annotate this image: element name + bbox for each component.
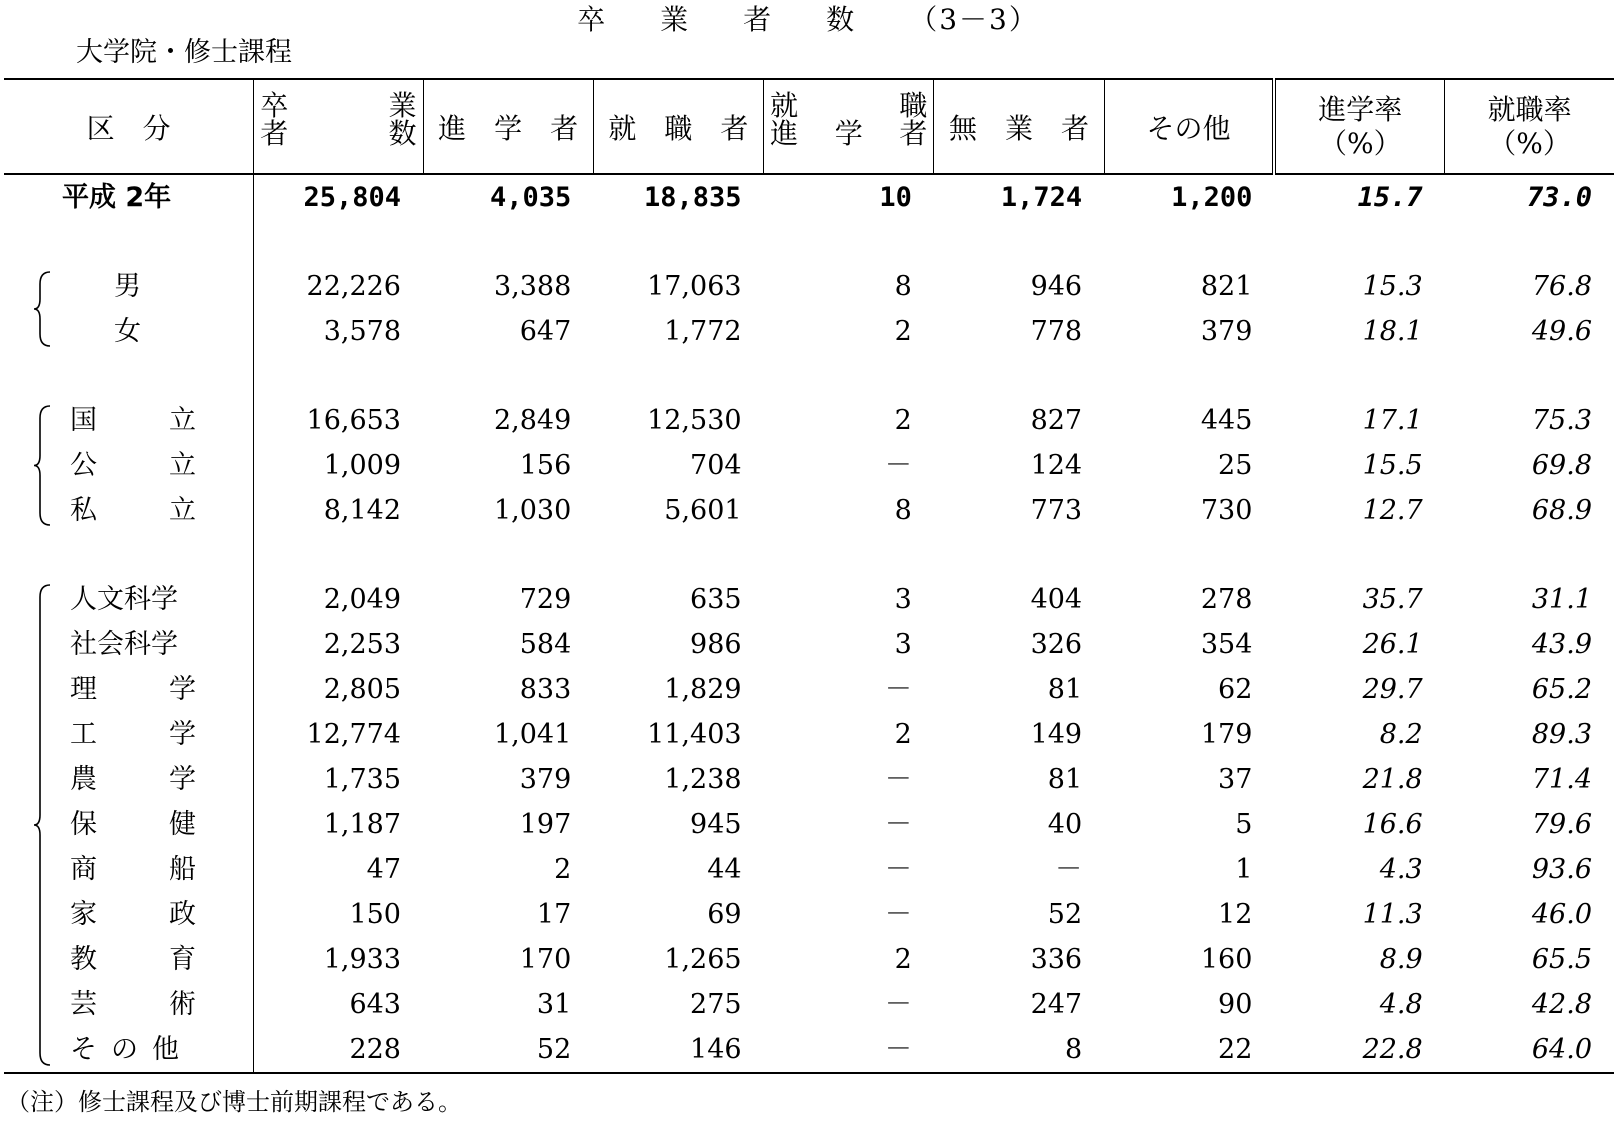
cell-graduates: 643 bbox=[349, 988, 401, 1020]
cell-unemployed: 1,724 bbox=[1000, 181, 1083, 213]
table-row bbox=[4, 847, 1614, 892]
header-row bbox=[4, 79, 1614, 174]
cell-other: 90 bbox=[1218, 988, 1253, 1020]
cell-employ-rate: 42.8 bbox=[1531, 988, 1592, 1020]
cell-employ-rate: 69.8 bbox=[1531, 449, 1592, 481]
header-unemployed: 無 業 者 bbox=[934, 79, 1104, 174]
cell-employ-advance: 3 bbox=[894, 628, 912, 660]
row-label: 理 学 bbox=[4, 667, 254, 712]
table-body bbox=[4, 174, 1614, 1073]
cell-graduates: 12,774 bbox=[306, 718, 401, 750]
table-row bbox=[4, 309, 1614, 354]
cell-advance: 4,035 bbox=[490, 181, 572, 213]
header-employ-advance: 就 職 進 学 者 bbox=[764, 79, 934, 174]
cell-graduates: 1,187 bbox=[323, 808, 401, 840]
cell-unemployed: 40 bbox=[1047, 808, 1083, 840]
cell-employ-rate: 93.6 bbox=[1531, 853, 1592, 885]
cell-other: 25 bbox=[1218, 449, 1253, 481]
header-other: その他 bbox=[1104, 79, 1274, 174]
cell-other: 445 bbox=[1200, 404, 1253, 436]
cell-employ-advance: － bbox=[884, 988, 912, 1020]
row-label: 公 立 bbox=[4, 443, 254, 488]
table-row bbox=[4, 892, 1614, 937]
cell-employ-rate: 65.5 bbox=[1531, 943, 1592, 975]
cell-other: 62 bbox=[1218, 673, 1253, 705]
cell-employ-rate: 79.6 bbox=[1531, 808, 1592, 840]
table-row bbox=[4, 622, 1614, 667]
row-label: 工 学 bbox=[4, 712, 254, 757]
cell-employ: 1,772 bbox=[664, 315, 742, 347]
cell-other: 37 bbox=[1218, 763, 1253, 795]
cell-advance: 1,041 bbox=[493, 718, 572, 750]
cell-employ-advance: 10 bbox=[879, 181, 912, 213]
cell-other: 160 bbox=[1200, 943, 1253, 975]
cell-advance: 584 bbox=[519, 628, 572, 660]
graduates-table bbox=[4, 78, 1614, 1074]
cell-employ-rate: 73.0 bbox=[1526, 181, 1592, 213]
cell-advance-rate: 26.1 bbox=[1362, 628, 1423, 660]
page-subtitle: 大学院・修士課程 bbox=[76, 37, 292, 68]
cell-employ: 11,403 bbox=[647, 718, 742, 750]
table-row bbox=[4, 443, 1614, 488]
table-row bbox=[4, 1027, 1614, 1073]
cell-advance-rate: 22.8 bbox=[1274, 1027, 1444, 1073]
cell-unemployed: 946 bbox=[1030, 270, 1083, 302]
cell-advance: 1,030 bbox=[493, 494, 572, 526]
cell-employ: 18,835 bbox=[644, 181, 742, 213]
cell-employ-rate: 64.0 bbox=[1445, 1027, 1614, 1073]
cell-unemployed: 81 bbox=[1047, 763, 1083, 795]
cell-advance-rate: 21.8 bbox=[1362, 763, 1423, 795]
cell-other: 730 bbox=[1200, 494, 1253, 526]
cell-employ-advance: － bbox=[884, 763, 912, 795]
header-employ: 就 職 者 bbox=[593, 79, 763, 174]
cell-advance-rate: 4.3 bbox=[1379, 853, 1423, 885]
cell-unemployed: 326 bbox=[1030, 628, 1083, 660]
cell-employ: 69 bbox=[707, 898, 742, 930]
cell-employ-rate: 71.4 bbox=[1531, 763, 1592, 795]
cell-advance-rate: 35.7 bbox=[1362, 583, 1423, 615]
cell-advance: 170 bbox=[519, 943, 572, 975]
cell-advance-rate: 16.6 bbox=[1362, 808, 1423, 840]
header-graduates: 卒 業 者 数 bbox=[254, 79, 423, 174]
spacer-row bbox=[4, 533, 1614, 577]
cell-graduates: 1,933 bbox=[323, 943, 401, 975]
cell-advance: 3,388 bbox=[493, 270, 572, 302]
cell-advance-rate: 15.5 bbox=[1362, 449, 1423, 481]
cell-employ: 986 bbox=[690, 628, 742, 660]
fields-brace bbox=[32, 583, 54, 1067]
cell-unemployed: 336 bbox=[1030, 943, 1083, 975]
cell-employ-rate: 43.9 bbox=[1531, 628, 1592, 660]
cell-employ-rate: 46.0 bbox=[1531, 898, 1592, 930]
cell-graduates: 25,804 bbox=[303, 181, 401, 213]
row-label: 家 政 bbox=[4, 892, 254, 937]
row-label: 農 学 bbox=[4, 757, 254, 802]
cell-employ-rate: 65.2 bbox=[1531, 673, 1592, 705]
cell-unemployed: 827 bbox=[1030, 404, 1083, 436]
row-label: その他 bbox=[4, 1027, 254, 1073]
cell-employ-advance: － bbox=[884, 898, 912, 930]
cell-advance-rate: 8.2 bbox=[1379, 718, 1423, 750]
cell-employ-rate: 76.8 bbox=[1531, 270, 1592, 302]
cell-advance: 17 bbox=[536, 898, 572, 930]
row-label: 芸 術 bbox=[4, 982, 254, 1027]
table-row bbox=[4, 712, 1614, 757]
table-row bbox=[4, 802, 1614, 847]
cell-advance-rate: 4.8 bbox=[1379, 988, 1423, 1020]
cell-employ-advance: 2 bbox=[894, 943, 912, 975]
cell-unemployed: 778 bbox=[1030, 315, 1083, 347]
row-label: 教 育 bbox=[4, 937, 254, 982]
row-label: 商 船 bbox=[4, 847, 254, 892]
cell-advance: 729 bbox=[519, 583, 572, 615]
cell-unemployed: 81 bbox=[1047, 673, 1083, 705]
cell-graduates: 1,735 bbox=[323, 763, 401, 795]
header-advance: 進 学 者 bbox=[423, 79, 593, 174]
cell-advance: 379 bbox=[519, 763, 572, 795]
title-suffix: （3－3） bbox=[909, 3, 1039, 36]
cell-advance-rate: 18.1 bbox=[1362, 315, 1423, 347]
establishment-brace bbox=[32, 404, 54, 527]
cell-graduates: 16,653 bbox=[306, 404, 401, 436]
row-label: 平成 2年 bbox=[4, 174, 254, 220]
cell-other: 1,200 bbox=[1171, 181, 1253, 213]
cell-graduates: 2,253 bbox=[323, 628, 401, 660]
cell-advance: 833 bbox=[519, 673, 572, 705]
cell-advance: 2 bbox=[554, 853, 572, 885]
table-row bbox=[4, 982, 1614, 1027]
cell-employ: 12,530 bbox=[647, 404, 742, 436]
cell-employ-rate: 49.6 bbox=[1531, 315, 1592, 347]
table-row bbox=[4, 398, 1614, 443]
cell-advance-rate: 15.7 bbox=[1357, 181, 1423, 213]
cell-employ-advance: － bbox=[884, 449, 912, 481]
cell-employ: 5,601 bbox=[664, 494, 742, 526]
cell-employ: 44 bbox=[707, 853, 742, 885]
total-row bbox=[4, 174, 1614, 220]
table-row bbox=[4, 577, 1614, 622]
cell-employ: 1,829 bbox=[664, 673, 742, 705]
cell-advance-rate: 8.9 bbox=[1379, 943, 1423, 975]
cell-other: 179 bbox=[1200, 718, 1253, 750]
cell-employ-advance: － bbox=[884, 808, 912, 840]
cell-advance-rate: 12.7 bbox=[1362, 494, 1423, 526]
row-label: 男 bbox=[4, 264, 254, 309]
cell-unemployed: 247 bbox=[1030, 988, 1083, 1020]
cell-advance-rate: 11.3 bbox=[1362, 898, 1423, 930]
cell-employ-rate: 89.3 bbox=[1531, 718, 1592, 750]
cell-other: 22 bbox=[1104, 1027, 1274, 1073]
cell-employ-advance: 3 bbox=[894, 583, 912, 615]
title-main: 卒業者数 bbox=[577, 3, 910, 36]
table-row bbox=[4, 488, 1614, 533]
row-label: 国 立 bbox=[4, 398, 254, 443]
cell-advance-rate: 29.7 bbox=[1362, 673, 1423, 705]
cell-other: 12 bbox=[1218, 898, 1253, 930]
spacer-row bbox=[4, 354, 1614, 398]
cell-advance: 31 bbox=[536, 988, 572, 1020]
cell-employ-advance: － bbox=[884, 673, 912, 705]
cell-other: 821 bbox=[1200, 270, 1253, 302]
cell-employ: 146 bbox=[593, 1027, 763, 1073]
cell-unemployed: 52 bbox=[1047, 898, 1083, 930]
cell-employ-rate: 75.3 bbox=[1531, 404, 1592, 436]
cell-other: 379 bbox=[1200, 315, 1253, 347]
cell-employ-advance: 2 bbox=[894, 718, 912, 750]
cell-employ: 275 bbox=[690, 988, 742, 1020]
cell-graduates: 150 bbox=[349, 898, 401, 930]
spacer-row bbox=[4, 220, 1614, 264]
cell-other: 1 bbox=[1235, 853, 1253, 885]
cell-unemployed: － bbox=[1055, 853, 1083, 885]
cell-advance-rate: 17.1 bbox=[1362, 404, 1423, 436]
cell-advance: 2,849 bbox=[493, 404, 572, 436]
cell-graduates: 2,805 bbox=[323, 673, 401, 705]
cell-employ: 704 bbox=[690, 449, 742, 481]
cell-other: 278 bbox=[1200, 583, 1253, 615]
cell-employ-advance: 2 bbox=[894, 404, 912, 436]
cell-graduates: 2,049 bbox=[323, 583, 401, 615]
cell-advance: 647 bbox=[519, 315, 572, 347]
cell-unemployed: 124 bbox=[1030, 449, 1083, 481]
header-advance-rate: 進学率 （%） bbox=[1274, 79, 1444, 174]
cell-employ-rate: 68.9 bbox=[1531, 494, 1592, 526]
cell-employ-advance: 8 bbox=[894, 494, 912, 526]
table-row bbox=[4, 264, 1614, 309]
cell-graduates: 228 bbox=[254, 1027, 423, 1073]
cell-employ-advance: 8 bbox=[894, 270, 912, 302]
footnote: （注）修士課程及び博士前期課程である。 bbox=[6, 1088, 462, 1116]
cell-employ-advance: － bbox=[884, 853, 912, 885]
cell-graduates: 22,226 bbox=[306, 270, 401, 302]
cell-graduates: 1,009 bbox=[323, 449, 401, 481]
cell-other: 354 bbox=[1200, 628, 1253, 660]
page-title bbox=[0, 3, 1616, 37]
row-label: 社会科学 bbox=[4, 622, 254, 667]
cell-employ-rate: 31.1 bbox=[1531, 583, 1592, 615]
cell-employ: 945 bbox=[690, 808, 742, 840]
cell-unemployed: 773 bbox=[1030, 494, 1083, 526]
cell-unemployed: 149 bbox=[1030, 718, 1083, 750]
row-label: 保 健 bbox=[4, 802, 254, 847]
cell-employ: 1,265 bbox=[664, 943, 742, 975]
cell-employ-advance: － bbox=[764, 1027, 934, 1073]
row-label: 人文科学 bbox=[4, 577, 254, 622]
cell-employ: 17,063 bbox=[647, 270, 742, 302]
header-category: 区 分 bbox=[4, 79, 254, 174]
cell-unemployed: 404 bbox=[1030, 583, 1083, 615]
cell-advance: 52 bbox=[423, 1027, 593, 1073]
table-row bbox=[4, 757, 1614, 802]
cell-graduates: 3,578 bbox=[323, 315, 401, 347]
table-row bbox=[4, 937, 1614, 982]
cell-advance: 197 bbox=[519, 808, 572, 840]
cell-graduates: 47 bbox=[366, 853, 401, 885]
cell-employ: 1,238 bbox=[664, 763, 742, 795]
cell-employ-advance: 2 bbox=[894, 315, 912, 347]
cell-employ: 635 bbox=[690, 583, 742, 615]
cell-advance-rate: 15.3 bbox=[1362, 270, 1423, 302]
table-row bbox=[4, 667, 1614, 712]
header-employ-rate: 就職率 （%） bbox=[1445, 79, 1614, 174]
gender-brace bbox=[32, 270, 54, 348]
cell-graduates: 8,142 bbox=[323, 494, 401, 526]
cell-advance: 156 bbox=[519, 449, 572, 481]
cell-other: 5 bbox=[1235, 808, 1253, 840]
cell-unemployed: 8 bbox=[934, 1027, 1104, 1073]
row-label: 私 立 bbox=[4, 488, 254, 533]
row-label: 女 bbox=[4, 309, 254, 354]
